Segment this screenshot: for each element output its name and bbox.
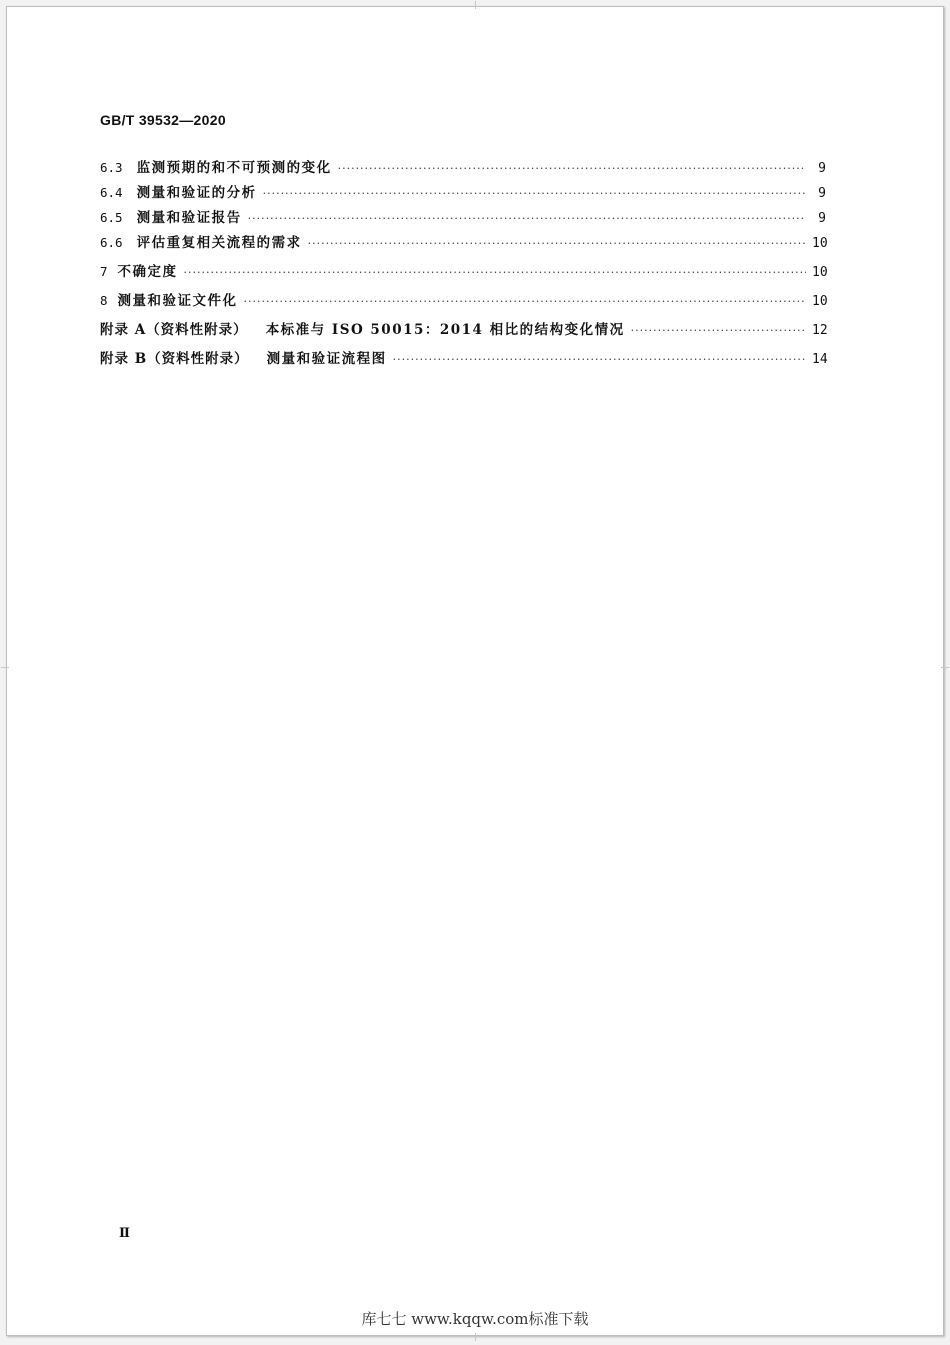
dot-leader — [631, 324, 806, 337]
toc-entry-number: 6.6 — [100, 235, 123, 250]
toc-entry-7[interactable] — [100, 260, 826, 280]
standard-code: GB/T 39532—2020 — [100, 112, 226, 128]
toc-entry-6-6[interactable] — [100, 231, 826, 251]
toc-entry-number: 8 — [100, 293, 108, 308]
toc-entry-6-4[interactable] — [100, 181, 826, 201]
crop-mark — [475, 1, 476, 9]
toc-entry-title: 不确定度 — [117, 264, 178, 280]
toc-entry-page: 9 — [818, 211, 826, 226]
toc-entry-annex-b[interactable] — [100, 347, 826, 367]
toc-entry-title: 监测预期的和不可预测的变化 — [136, 160, 332, 176]
toc-entry-title: 本标准与 ISO 50015：2014 相比的结构变化情况 — [265, 322, 625, 338]
toc-entry-page: 9 — [818, 186, 826, 201]
toc-entry-number: 7 — [100, 264, 108, 279]
dot-leader — [244, 295, 806, 308]
crop-mark — [941, 667, 949, 668]
dot-leader — [338, 162, 806, 175]
dot-leader — [308, 237, 806, 250]
toc-entry-page: 10 — [812, 265, 828, 280]
toc-entry-page: 14 — [812, 352, 828, 367]
toc-annex-label: 附录 A（资料性附录） — [100, 322, 248, 338]
toc-entry-page: 12 — [812, 323, 828, 338]
toc-entry-page: 10 — [812, 236, 828, 251]
toc-entry-number: 6.3 — [100, 160, 123, 175]
toc-entry-8[interactable] — [100, 289, 826, 309]
toc-entry-6-5[interactable] — [100, 206, 826, 226]
toc-entry-number: 6.5 — [100, 210, 123, 225]
crop-mark — [475, 1333, 476, 1341]
page-folio: Ⅱ — [119, 1226, 130, 1241]
toc-entry-title: 评估重复相关流程的需求 — [136, 235, 302, 251]
toc-entry-6-3[interactable] — [100, 156, 826, 176]
crop-mark — [1, 667, 9, 668]
dot-leader — [393, 353, 806, 366]
toc-annex-label: 附录 B（资料性附录） — [100, 351, 249, 367]
toc-entry-title: 测量和验证流程图 — [266, 351, 387, 367]
toc-entry-page: 10 — [812, 294, 828, 309]
dot-leader — [263, 187, 806, 200]
toc-entry-number: 6.4 — [100, 185, 123, 200]
dot-leader — [248, 212, 806, 225]
toc-entry-page: 9 — [818, 161, 826, 176]
toc-entry-title: 测量和验证文件化 — [117, 293, 238, 309]
dot-leader — [184, 266, 806, 279]
site-watermark: 库七七 www.kqqw.com标准下载 — [361, 1310, 589, 1328]
toc-entry-annex-a[interactable] — [100, 318, 826, 338]
toc-entry-title: 测量和验证报告 — [136, 210, 242, 226]
toc-entry-title: 测量和验证的分析 — [136, 185, 257, 201]
